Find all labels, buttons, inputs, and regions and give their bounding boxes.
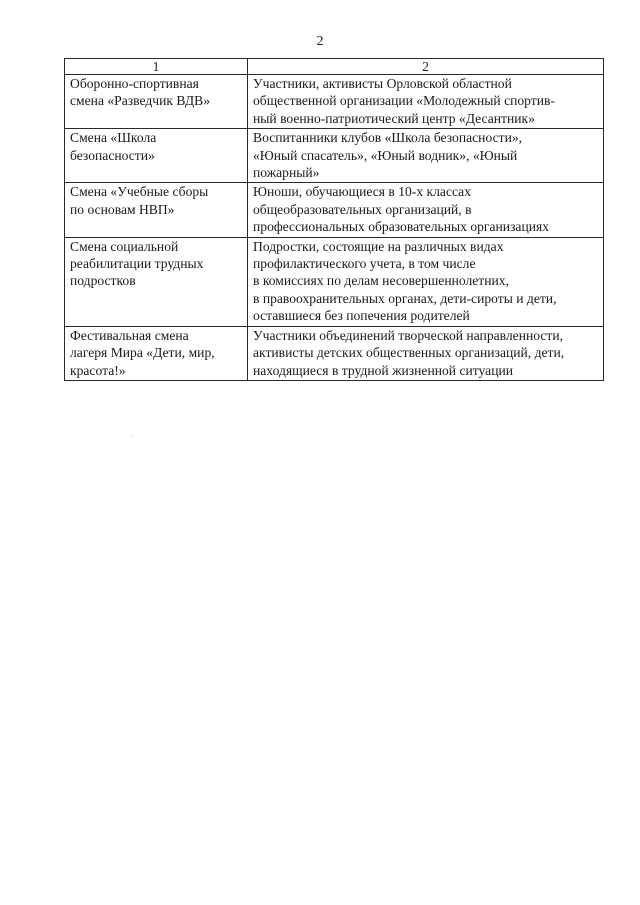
shift-name-line: смена «Разведчик ВДВ» <box>70 93 211 109</box>
shift-name-line: красота!» <box>70 362 126 378</box>
column-header-2: 2 <box>248 59 604 75</box>
table-row <box>65 183 604 237</box>
shift-name-line: по основам НВП» <box>70 201 175 217</box>
shift-name-line: Смена социальной <box>70 238 179 254</box>
participants-line: ный военно-патриотический центр «Десантник» <box>253 110 535 126</box>
participants-line: в комиссиях по делам несовершеннолетних, <box>253 273 509 289</box>
participants-cell <box>248 326 604 380</box>
shift-name-line: Фестивальная смена <box>70 327 189 343</box>
table-header-row <box>65 59 604 75</box>
shift-name-line: Оборонно-спортивная <box>70 76 199 91</box>
shift-name-cell <box>65 75 248 129</box>
scan-speck <box>131 435 132 436</box>
shift-name-cell <box>65 183 248 237</box>
participants-cell <box>248 129 604 183</box>
participants-line: Участники объединений творческой направленности, <box>253 327 564 343</box>
participants-cell <box>248 183 604 237</box>
participants-line: пожарный» <box>253 165 320 181</box>
shift-name-cell <box>65 129 248 183</box>
shift-name-line: безопасности» <box>70 147 155 163</box>
participants-line: «Юный спасатель», «Юный водник», «Юный <box>253 147 518 163</box>
table-row <box>65 326 604 380</box>
participants-line: общественной организации «Молодежный спортив- <box>253 93 555 109</box>
shift-name-line: реабилитации трудных <box>70 256 204 272</box>
participants-cell <box>248 75 604 129</box>
participants-line: активисты детских общественных организаций, дети, <box>253 345 565 361</box>
participants-cell <box>248 237 604 326</box>
shift-name-line: подростков <box>70 273 136 289</box>
participants-line: находящиеся в трудной жизненной ситуации <box>253 362 514 378</box>
table-row <box>65 237 604 326</box>
table-row <box>65 129 604 183</box>
participants-line: Юноши, обучающиеся в 10-х классах <box>253 184 472 200</box>
participants-line: профессиональных образовательных организациях <box>253 219 550 235</box>
column-header-1: 1 <box>65 59 248 75</box>
shift-name-cell <box>65 237 248 326</box>
shift-name-cell <box>65 326 248 380</box>
shift-name-line: лагеря Мира «Дети, мир, <box>70 345 215 361</box>
table-row <box>65 75 604 129</box>
participants-line: Воспитанники клубов «Школа безопасности», <box>253 130 523 146</box>
shift-name-line: Смена «Учебные сборы <box>70 184 209 200</box>
participants-line: в правоохранительных органах, дети-сироты и дети, <box>253 290 557 306</box>
participants-line: профилактического учета, в том числе <box>253 256 476 272</box>
page-number: 2 <box>316 34 324 49</box>
participants-line: Участники, активисты Орловской областной <box>253 76 512 91</box>
participants-line: Подростки, состоящие на различных видах <box>253 238 504 254</box>
shift-name-line: Смена «Школа <box>70 130 157 146</box>
shifts-table <box>64 58 604 381</box>
participants-line: общеобразовательных организаций, в <box>253 201 472 217</box>
participants-line: оставшиеся без попечения родителей <box>253 308 470 324</box>
